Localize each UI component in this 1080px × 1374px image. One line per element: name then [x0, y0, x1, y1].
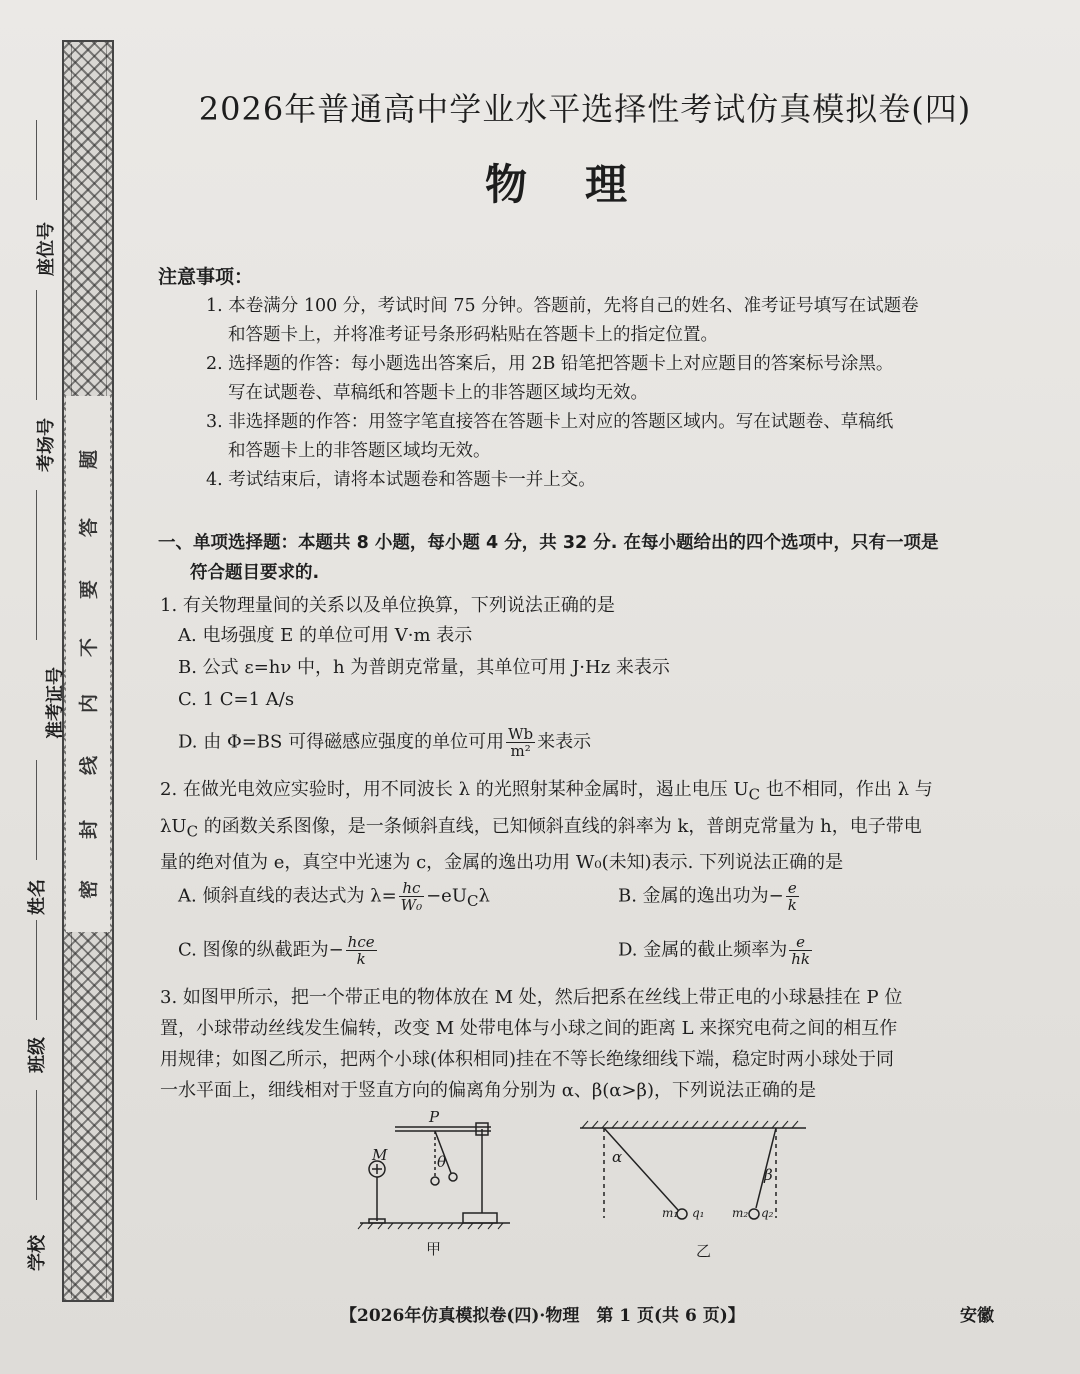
seal-char: 线	[78, 755, 101, 776]
seal-char: 封	[78, 819, 101, 840]
stem-text: 也不相同，作出 λ 与	[760, 779, 933, 800]
seal-char: 答	[78, 517, 101, 538]
q1-option-d[interactable]	[178, 726, 591, 759]
fraction	[786, 880, 799, 913]
label-m2: m₂	[732, 1206, 749, 1220]
field-blank-line[interactable]	[36, 490, 37, 640]
note-line: 和答题卡上，并将准考证号条形码粘贴在答题卡上的指定位置。	[228, 325, 718, 345]
q1-option-c[interactable]: C. 1 C=1 A/s	[178, 689, 295, 710]
seal-char: 题	[78, 449, 101, 470]
fraction	[789, 934, 812, 967]
exam-room-label: 考场号	[36, 418, 57, 472]
fraction-denominator: hk	[791, 950, 810, 968]
subscript: C	[467, 892, 479, 911]
option-text: λ	[478, 885, 490, 907]
fraction-numerator: hc	[399, 880, 424, 897]
option-text: A. 倾斜直线的表达式为 λ=	[178, 885, 397, 907]
option-text: −eU	[426, 885, 467, 907]
notes-heading: 注意事项：	[158, 266, 254, 288]
note-item	[206, 408, 1018, 466]
fraction-denominator: k	[787, 896, 797, 914]
school-label: 学校	[27, 1235, 48, 1271]
fraction	[346, 934, 377, 967]
label-m: M	[372, 1146, 388, 1164]
seal-char: 要	[78, 579, 101, 600]
label-beta: β	[764, 1166, 773, 1184]
note-line: 1. 本卷满分 100 分，考试时间 75 分钟。答题前，先将自己的姓名、准考证号填写在试题卷	[206, 296, 919, 316]
note-item	[206, 466, 1018, 495]
label-theta: θ	[437, 1153, 447, 1171]
section-heading	[158, 528, 1018, 588]
q2-option-a[interactable]	[178, 880, 490, 916]
field-blank-line[interactable]	[36, 290, 37, 400]
fraction	[399, 880, 424, 913]
note-line: 3. 非选择题的作答：用签字笔直接答在答题卡上对应的答题区域内。写在试题卷、草稿纸	[206, 412, 894, 432]
label-p: P	[429, 1108, 440, 1126]
seal-notice-box	[66, 396, 110, 932]
stem-text: 一水平面上，细线相对于竖直方向的偏离角分别为 α、β(α>β)，下列说法正确的是	[160, 1080, 816, 1101]
seal-char: 密	[78, 879, 101, 900]
note-line: 和答题卡上的非答题区域均无效。	[228, 441, 491, 461]
fraction-numerator: hce	[347, 933, 375, 951]
class-label: 班级	[27, 1037, 48, 1073]
question-2-stem	[160, 774, 1015, 878]
section-heading-line: 符合题目要求的.	[190, 563, 320, 583]
label-alpha: α	[612, 1148, 623, 1166]
seal-char: 内	[78, 693, 101, 714]
stem-text: 2. 在做光电效应实验时，用不同波长 λ 的光照射某种金属时，遏止电压 U	[160, 779, 749, 800]
field-blank-line[interactable]	[36, 1090, 37, 1200]
note-line: 写在试题卷、草稿纸和答题卡上的非答题区域均无效。	[228, 383, 648, 403]
field-blank-line[interactable]	[36, 920, 37, 1020]
option-text: D. 由 Φ=BS 可得磁感应强度的单位可用	[178, 731, 505, 753]
note-line: 4. 考试结束后，请将本试题卷和答题卡一并上交。	[206, 470, 596, 490]
label-q1: q₁	[692, 1206, 705, 1220]
fraction-numerator: e	[789, 934, 812, 951]
exam-title: 2026年普通高中学业水平选择性考试仿真模拟卷(四)	[198, 90, 972, 128]
option-text: D. 金属的截止频率为	[618, 939, 788, 961]
field-blank-line[interactable]	[36, 120, 37, 200]
note-line: 2. 选择题的作答：每小题选出答案后，用 2B 铅笔把答题卡上对应题目的答案标号涂黑。	[206, 354, 894, 374]
admission-number-label: 准考证号	[45, 667, 66, 739]
stem-text: λU	[160, 815, 187, 837]
q1-option-a[interactable]: A. 电场强度 E 的单位可用 V·m 表示	[178, 625, 473, 646]
note-item	[206, 350, 1018, 408]
q2-option-d[interactable]	[618, 934, 814, 967]
q2-option-c[interactable]	[178, 934, 379, 967]
fraction-numerator: Wb	[508, 725, 534, 743]
stem-text: 置，小球带动丝线发生偏转，改变 M 处带电体与小球之间的距离 L 来探究电荷之间的相互作	[160, 1018, 898, 1039]
stem-text: 3. 如图甲所示，把一个带正电的物体放在 M 处，然后把系在丝线上带正电的小球悬挂在 P 位	[160, 987, 903, 1008]
q1-option-b[interactable]: B. 公式 ε=hν 中，h 为普朗克常量，其单位可用 J·Hz 来表示	[178, 657, 670, 678]
section-heading-line: 一、单项选择题：本题共 8 小题，每小题 4 分，共 32 分. 在每小题给出的四个选项中，只有一项是	[158, 533, 939, 553]
subject-title: 物理	[484, 160, 685, 209]
note-item	[206, 292, 1018, 350]
name-label: 姓名	[27, 879, 48, 915]
fraction-denominator: k	[356, 950, 366, 968]
figure-yi-caption: 乙	[696, 1242, 712, 1260]
subscript: C	[186, 822, 199, 841]
student-info-fields	[10, 0, 66, 1374]
label-q2: q₂	[761, 1206, 774, 1220]
stem-text: 的函数关系图像，是一条倾斜直线，已知倾斜直线的斜率为 k，普朗克常量为 h，电子带电	[198, 815, 922, 837]
question-3-stem	[160, 982, 1015, 1106]
question-1-stem: 1. 有关物理量间的关系以及单位换算，下列说法正确的是	[160, 595, 615, 616]
field-blank-line[interactable]	[36, 760, 37, 860]
stem-text: 量的绝对值为 e，真空中光速为 c，金属的逸出功用 W₀(未知)表示. 下列说法正确的是	[160, 852, 844, 874]
seal-char: 不	[78, 637, 101, 658]
fraction-denominator: m²	[510, 742, 531, 760]
option-text: B. 金属的逸出功为−	[618, 885, 784, 907]
footer-region: 安徽	[960, 1306, 994, 1326]
option-text: 来表示	[537, 731, 592, 753]
fraction-denominator: W₀	[400, 896, 423, 914]
seat-number-label: 座位号	[36, 222, 57, 276]
stem-text: 用规律；如图乙所示，把两个小球(体积相同)挂在不等长绝缘细线下端，稳定时两小球处于同	[160, 1049, 895, 1070]
q2-option-b[interactable]	[618, 880, 801, 913]
option-text: C. 图像的纵截距为−	[178, 939, 344, 961]
label-m1: m₁	[662, 1206, 679, 1220]
footer-page-info: 【2026年仿真模拟卷(四)·物理 第 1 页(共 6 页)】	[340, 1306, 745, 1326]
fraction-numerator: e	[786, 880, 799, 897]
figure-jia-caption: 甲	[426, 1240, 442, 1258]
fraction	[506, 726, 535, 759]
subscript: C	[748, 785, 761, 804]
